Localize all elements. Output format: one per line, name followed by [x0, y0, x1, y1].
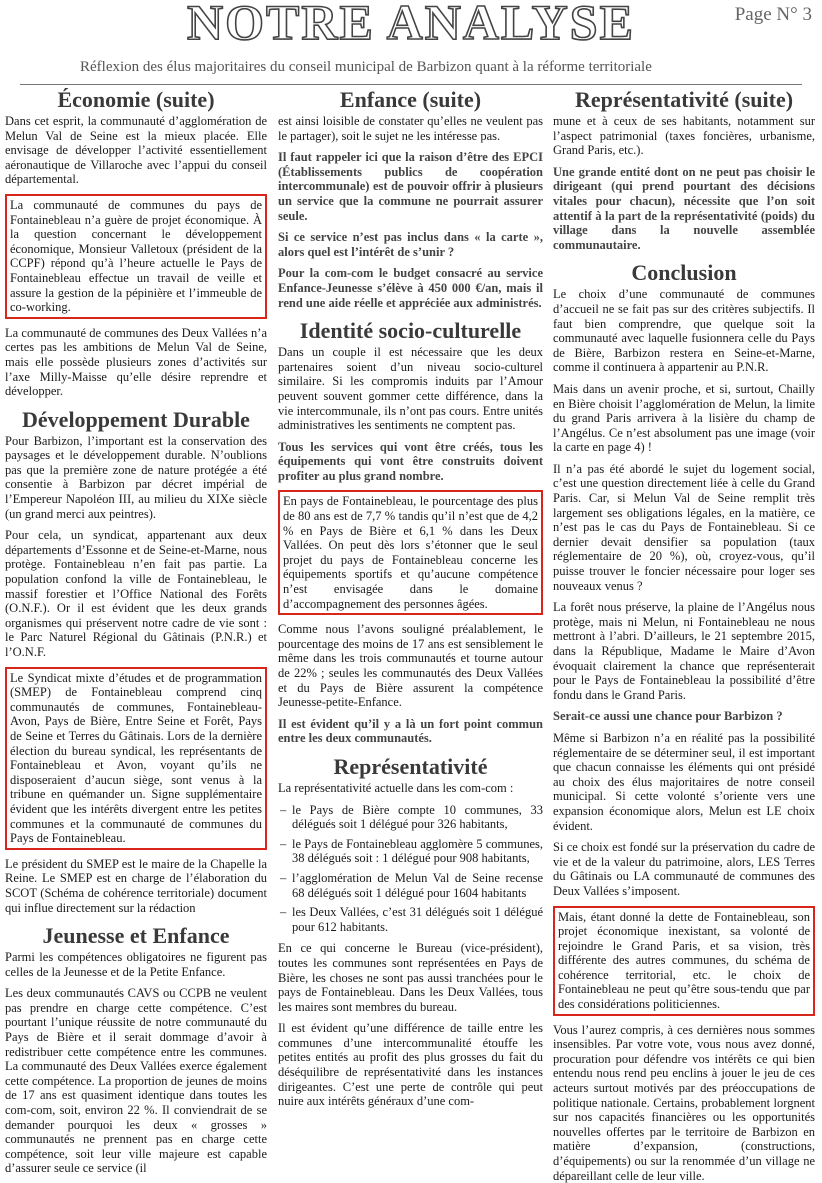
list-item: – le Pays de Fontainebleau agglomère 5 communes, 38 délégués soit : 1 délégué pour 908 habitants, — [278, 837, 543, 866]
paragraph: Dans un couple il est nécessaire que les deux partenaires soient d’un niveau socio-culturel similaire. Si les compromis induits par l’Amour peuvent souvent gommer cette différence, dans la vie intercommunale, ils n’ont pas cours. Entre unités administratives les sentiments ne comptent pas. — [278, 345, 543, 433]
heading-jeunesse: Jeunesse et Enfance — [42, 923, 230, 949]
paragraph: En ce qui concerne le Bureau (vice-président), toutes les communes sont représentées en Pays de Bière, les choses ne sont pas aussi tranchées pour le pays de Fontainebleau. Dans les Deux Vallées, tous les maires sont membres du bureau. — [278, 941, 543, 1014]
bold-paragraph: Il est évident qu’il y a là un fort point commun entre les deux communautés. — [278, 716, 543, 746]
column-1 — [5, 86, 267, 1176]
paragraph: Les deux communautés CAVS ou CCPB ne veulent pas prendre en charge cette compétence. C’est pourtant l’unique réussite de notre communauté du Pays de Bière et il serait dommage d’avoir à redistribuer cette compétence entre les communes. La communauté des Deux Vallées exerce également cette compétence. La proportion de jeunes de moins de 17 ans est quasiment identique dans toutes les com-com, soit, environ 22 %. Il conviendrait de se demander pourquoi les deux « grosses » communautés ne prennent pas en charge cette compétence, soit leur ville majeure est capable d’assurer seule ce service (il — [5, 986, 267, 1176]
header-rule — [20, 84, 802, 85]
bold-paragraph: Une grande entité dont on ne peut pas choisir le dirigeant (qui prend pourtant des décisions vitales pour chacun), nécessite que l’on soit attentif à la part de la représentativité (poids) du village dans la nouvelle assemblée communautaire. — [553, 164, 815, 252]
box-text: La communauté de communes du pays de Fontainebleau n’a guère de projet économique. À la question concernant le développement économique, Monsieur Valletoux (président de la CCPF) répond qu’à l’heure actuelle le Pays de Fontainebleau effectue un travail de veille et assure la gestion de la pépinière et l’immeuble de co-working. — [10, 197, 262, 315]
paragraph: La forêt nous préserve, la plaine de l’Angélus nous protège, mais ni Melun, ni Fontainebleau ne nous mettront à l’abri. D’ailleurs, le 21 septembre 2015, dans la République, Madame le Maire d’Avon évoquait clairement la chance que représenterait pour le Pays de Fontainebleau la possibilité d’être fondu dans le Grand Paris. — [553, 600, 815, 702]
bold-paragraph: Serait-ce aussi une chance pour Barbizon ? — [553, 709, 783, 724]
heading-representativite: Représentativité — [333, 753, 488, 779]
page-number: Page N° 3 — [734, 4, 812, 25]
heading-representativite-suite: Représentativité (suite) — [574, 87, 794, 112]
highlight-box — [5, 667, 267, 850]
paragraph: Dans cet esprit, la communauté d’agglomération de Melun Val de Seine est la mieux placée. Elle envisage de développer l’activité essentiellement aéronautique de Villaroche avec l’appui du conseil départemental. — [5, 114, 267, 187]
bold-paragraph: Si ce service n’est pas inclus dans « la carte », alors quel est l’intérêt de s’unir ? — [278, 230, 543, 259]
paragraph: Il est évident qu’une différence de taille entre les communes d’une intercommunalité étouffe les petites entités au profit des plus grosses du fait du déséquilibre de représentativité dans les instances dirigeantes. C’est une perte de contrôle qui peut nuire aux intérêts généraux d’une com- — [278, 1021, 543, 1109]
paragraph: Vous l’aurez compris, à ces dernières nous sommes insensibles. Par votre vote, vous nous avez donné, procuration pour défendre vos intérêts ce qui bien entendu nous rend peu enclins à jouer le jeu de ces acteurs surtout motivés par des préoccupations de politique nationale. Certains, probablement lorgnent sur nos capacités financières ou les opportunités nouvelles offertes par le territoire de Barbizon en matière d’expansion, (constructions, d’équipements) ou sur la renommée d’un village ne dépareillant celle de leur ville. — [553, 1022, 815, 1183]
bold-paragraph: Tous les services qui vont être créés, tous les équipements qui vont être construits doivent profiter au plus grand nombre. — [278, 439, 543, 483]
paragraph: Pour Barbizon, l’important est la conservation des paysages et le développement durable. N’oublions pas que la première zone de nature protégée a été consentie à Barbizon par décret impérial de l’Empereur Napoléon III, au milieu du XIXe siècle (un grand merci aux peintres). — [5, 433, 267, 521]
list-item: – l’agglomération de Melun Val de Seine recense 68 délégués soit 1 délégué pour 1604 habitants — [278, 871, 543, 900]
list-item: – le Pays de Bière compte 10 communes, 33 délégués soit 1 délégué pour 326 habitants, — [278, 803, 543, 832]
paragraph: Il n’a pas été abordé le sujet du logement social, c’est une question directement liée à celle du Grand Paris. Car, si Melun Val de Seine remplit très largement ses obligations légales, en la matière, ce n’est pas le cas du Pays de Fontainebleau. Si ce dernier devait densifier sa population (taux réglementaire de 20 %), où, croyez-vous, qu’il puisse trouver le foncier nécessaire pour loger ses nouveaux venus ? — [553, 461, 815, 593]
column-3 — [553, 86, 815, 1183]
heading-developpement: Développement Durable — [22, 406, 250, 432]
paragraph: Le président du SMEP est le maire de la Chapelle la Reine. Le SMEP est en charge de l’élaboration du SCOT (Schéma de cohérence territoriale) document qui influe directement sur la rédaction — [5, 856, 267, 915]
box-text: En pays de Fontainebleau, le pourcentage des plus de 80 ans est de 7,7 % tandis qu’il n’est que de 4,2 % en Pays de Bière et 6,1 % dans les Deux Vallées. On peut dès lors s’étonner que le seul projet du pays de Fontainebleau concerne les équipements sportifs et qu’aucune compétence n’est envisagée dans le domaine d’accompagnement des personnes âgées. — [283, 494, 538, 611]
box-text: Mais, étant donné la dette de Fontainebleau, son projet économique inexistant, sa volonté de rejoindre le Grand Paris, et sa vision, très différente des autres communes, du schéma de cohérence territorial, etc. le choix de Fontainebleau ne peut qu’être sous-tendu que par des considérations politiciennes. — [558, 909, 810, 1012]
column-2 — [278, 86, 543, 1172]
bold-paragraph: Pour la com-com le budget consacré au service Enfance-Jeunesse s’élève à 450 000 €/an, mais il rend une aide réelle et appréciée aux administrés. — [278, 266, 543, 310]
paragraph: Pour cela, un syndicat, appartenant aux deux départements d’Essonne et de Seine-et-Marne, nous protège. Fontainebleau n’en fait pas partie. La population confond la ville de Fontainebleau, le massif forestier et l’Office National des Forêts (O.N.F.). Or il est évident que les deux grands organismes qui préservent notre cadre de vie sont : le Parc Naturel Régional du Gâtinais (P.N.R.) et l’O.N.F. — [5, 528, 267, 659]
heading-economie: Économie (suite) — [57, 87, 215, 112]
paragraph: Mais dans un avenir proche, et si, surtout, Chailly en Bière choisit l’agglomération de Melun, la limite du grand Paris arrivera à la lisière du champ de l’Angélus. Ce n’est absolument pas une image (voir la carte en page 4) ! — [553, 381, 815, 455]
paragraph: Même si Barbizon n’a en réalité pas la possibilité réglementaire de se déterminer seul, il est important que chacun connaisse les éléments qui ont présidé au choix des élus majoritaires de notre conseil municipal. Si cette volonté s’oriente vers une expansion économique alors, Melun est LE choix évident. — [553, 730, 815, 833]
paragraph: Comme nous l’avons souligné préalablement, le pourcentage des moins de 17 ans est sensiblement le même dans les trois communautés et tourne autour de 22% ; seules les communautés des Deux Vallées et du Pays de Bière assurent la compétence Jeunesse-petite-Enfance. — [278, 622, 543, 710]
heading-enfance: Enfance (suite) — [339, 87, 482, 112]
heading-identite: Identité socio-culturelle — [299, 318, 522, 344]
paragraph: est ainsi loisible de constater qu’elles ne veulent pas le partager), soit le sujet ne les intéresse pas. — [278, 114, 543, 143]
highlight-box — [278, 490, 543, 615]
highlight-box — [553, 906, 815, 1016]
paragraph: La communauté de communes des Deux Vallées n’a certes pas les ambitions de Melun Val de Seine, mais elle possède plusieurs zones d’activités sur l’axe Milly-Maisse qu’elle désire reprendre et développer. — [5, 325, 267, 399]
delegates-list — [278, 803, 543, 935]
paragraph: Parmi les compétences obligatoires ne figurent pas celles de la Jeunesse et de la Petite Enfance. — [5, 950, 267, 979]
paragraph: La représentativité actuelle dans les com-com : — [278, 780, 514, 795]
paragraph: mune et à ceux de ses habitants, notamment sur l’aspect patrimonial (taxes foncières, urbanisme, Grand Paris, etc.). — [553, 114, 815, 158]
heading-conclusion: Conclusion — [631, 260, 737, 286]
paragraph: Si ce choix est fondé sur la préservation du cadre de vie et de la valeur du patrimoine, alors, LES Terres du Gâtinais ou LA communauté de communes des Deux Vallées s’imposent. — [553, 840, 815, 898]
highlight-box — [5, 194, 267, 319]
page-title: NOTRE ANALYSE — [187, 0, 635, 50]
paragraph: Le choix d’une communauté de communes d’accueil ne se fait pas sur des critères subjectifs. Il faut bien comprendre, que quelque soit la communauté avec laquelle fusionnera celle du Pays de Bière, Barbizon restera en Seine-et-Marne, comme il continuera à appartenir au P.N.R. — [553, 287, 815, 375]
subtitle: Réflexion des élus majoritaires du conseil municipal de Barbizon quant à la réforme territoriale — [80, 59, 652, 75]
bold-paragraph: Il faut rappeler ici que la raison d’être des EPCI (Établissements publics de coopération intercommunale) est de pouvoir offrir à plusieurs un service que la commune ne pourrait assurer seule. — [278, 150, 543, 223]
box-text: Le Syndicat mixte d’études et de programmation (SMEP) de Fontainebleau comprend cinq communautés de communes, Fontainebleau-Avon, Pays de Bière, Entre Seine et Forêt, Pays de Seine et Terres du Gâtinais. Lors de la dernière élection du bureau syndical, les représentants de Fontainebleau et Avon, voyant qu’ils ne disposeraient d’aucun siège, sont venus à la tribune en quémander un. Signe supplémentaire évident que les intérêts divergent entre les petites communes et la communauté de communes du Pays de Fontainebleau. — [10, 670, 262, 846]
list-item: – les Deux Vallées, c’est 31 délégués soit 1 délégué pour 612 habitants. — [278, 905, 543, 934]
